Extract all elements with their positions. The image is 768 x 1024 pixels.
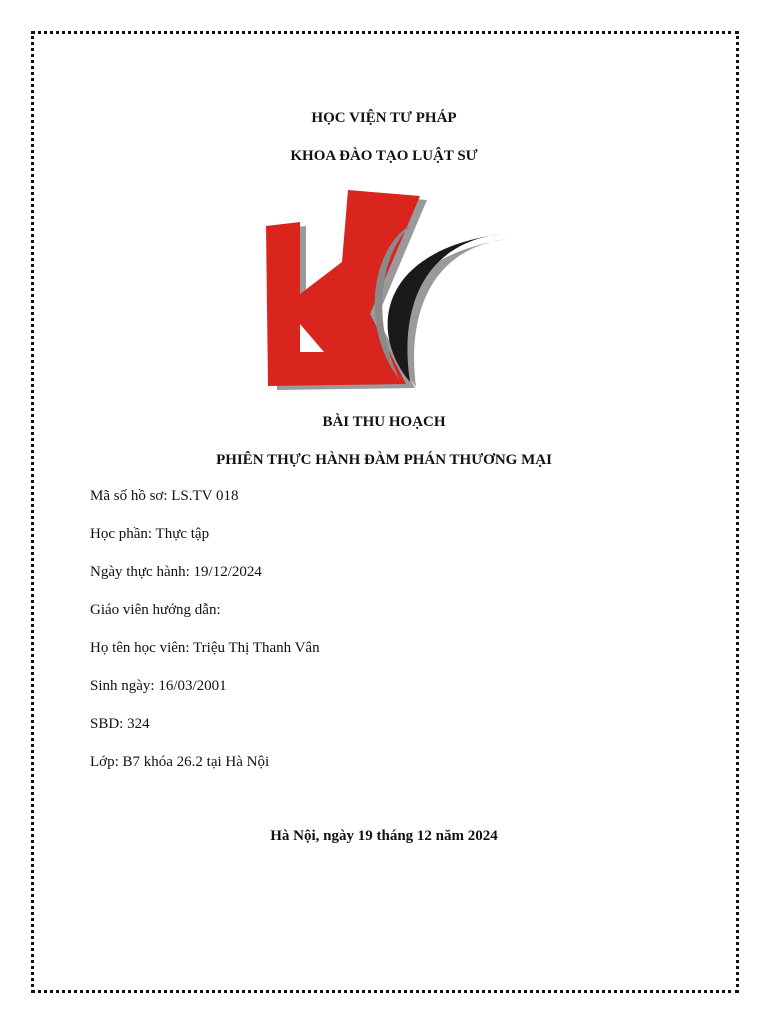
info-class: Lớp: B7 khóa 26.2 tại Hà Nội (90, 754, 270, 770)
info-module: Học phần: Thực tập (90, 526, 210, 542)
report-title: BÀI THU HOẠCH (322, 414, 446, 430)
report-subtitle: PHIÊN THỰC HÀNH ĐÀM PHÁN THƯƠNG MẠI (216, 452, 552, 468)
faculty-name: KHOA ĐÀO TẠO LUẬT SƯ (290, 148, 478, 164)
info-candidate-number: SBD: 324 (90, 716, 150, 732)
institution-name: HỌC VIỆN TƯ PHÁP (311, 110, 457, 126)
place-date: Hà Nội, ngày 19 tháng 12 năm 2024 (270, 828, 498, 844)
info-birth-date: Sinh ngày: 16/03/2001 (90, 678, 227, 694)
info-student-name: Họ tên học viên: Triệu Thị Thanh Vân (90, 640, 320, 656)
info-instructor: Giáo viên hướng dẫn: (90, 602, 221, 618)
law-academy-logo-icon (252, 184, 518, 394)
info-list (90, 486, 320, 790)
info-practice-date: Ngày thực hành: 19/12/2024 (90, 564, 262, 580)
info-file-code: Mã số hồ sơ: LS.TV 018 (90, 488, 239, 504)
